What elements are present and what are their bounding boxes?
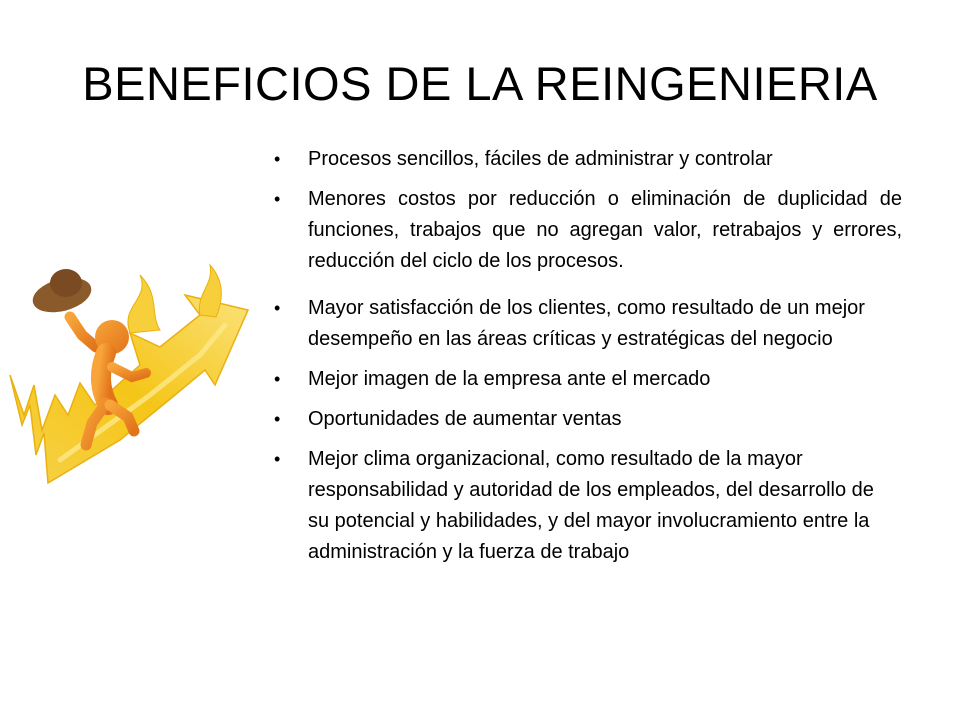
list-item — [272, 184, 902, 277]
bullet-icon: • — [274, 189, 281, 209]
figure-with-hat-icon — [0, 255, 275, 505]
slide-title: BENEFICIOS DE LA REINGENIERIA — [82, 57, 878, 110]
list-item-text: Menores costos por reducción o eliminación de duplicidad de funciones, trabajos que no agregan valor, retrabajos y errores, reducción del ciclo de los procesos. — [308, 188, 902, 272]
benefits-list — [272, 144, 902, 577]
list-item — [272, 144, 902, 175]
list-item — [272, 364, 902, 395]
bullet-icon: • — [274, 369, 281, 389]
bullet-icon: • — [274, 449, 281, 469]
list-item-text: Procesos sencillos, fáciles de administrar y controlar — [308, 148, 773, 170]
list-item-text: Mejor clima organizacional, como resultado de la mayor responsabilidad y autoridad de los empleados, del desarrollo de su potencial y habilidades, y del mayor involucramiento entre la administración y la fuerza de trabajo — [308, 448, 874, 563]
bullet-icon: • — [274, 409, 281, 429]
bullet-icon: • — [274, 149, 281, 169]
list-item-text: Mayor satisfacción de los clientes, como resultado de un mejor desempeño en las áreas críticas y estratégicas del negocio — [308, 297, 865, 350]
list-item-text: Oportunidades de aumentar ventas — [308, 408, 622, 430]
list-item — [272, 444, 902, 568]
growth-illustration — [0, 255, 275, 505]
list-item — [272, 404, 902, 435]
bullet-icon: • — [274, 298, 281, 318]
list-item — [272, 293, 902, 355]
list-item-text: Mejor imagen de la empresa ante el mercado — [308, 368, 711, 390]
